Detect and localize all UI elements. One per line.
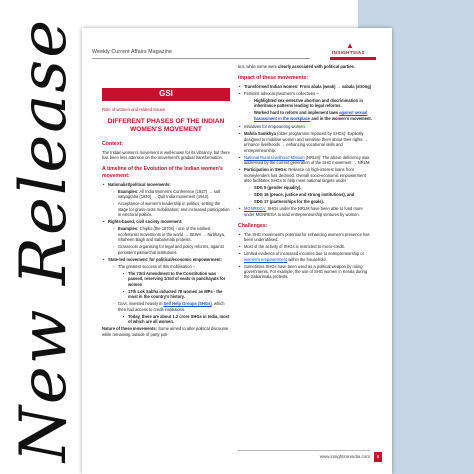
impact-heading: Impact of these movements: (238, 75, 309, 82)
article-title: DIFFERENT PHASES OF THE INDIAN WOMEN'S MOVEMENT (107, 117, 225, 134)
worked-text: Worked hard to reform and implement laws (254, 110, 339, 116)
nature-text: Some aimed to alter political discourse while remaining outside of party poli- (102, 326, 229, 337)
list-item (112, 264, 230, 300)
challenge-item: • Most of the activity of SHGs is restricted to micro-credit. (238, 244, 372, 249)
page-header (92, 42, 380, 62)
list-item (112, 189, 230, 200)
list-item (248, 110, 372, 121)
list-item (112, 201, 230, 217)
initiatives-item: • Initiatives for empowering women: (238, 124, 372, 129)
sdg16-item: ◦ SDG 16 (peace, justice and strong institutions), and (248, 192, 372, 197)
new-release-overlay (7, 17, 81, 463)
amendment-item: ▪ The 73rd Amendment to the Constitution was passed, reserving 1/3rd of seats in panchayats for women (122, 271, 230, 287)
challenge-item: • Sometimes SHGs have been used as a political weapon by ruling governments. For example, the use of SHG women in Kerala during the Sabarimala protests. (238, 264, 372, 280)
worked-text-2: and in the women's movement. (311, 115, 372, 121)
transformed-text: From abala (weak) → sabala (strong) (299, 83, 372, 89)
logo-emblem-icon: ▲ (346, 41, 354, 50)
new-release-text: New Release (7, 17, 81, 463)
context-heading: Context: (102, 140, 124, 147)
participation-label: Participation in SHGs: (244, 167, 288, 173)
footer-rule (238, 450, 370, 451)
insightsias-logo (316, 42, 380, 62)
govt-invested-text: Govt. invested heavily in (118, 301, 163, 307)
nationalist-acceptance: Acceptance of women's leadership in politics, setting the stage for grass-roots mobilisation; and increased participation in electoral politics. (118, 201, 230, 218)
greatest-success: The greatest success of this mobilisation – (118, 263, 196, 269)
list-item (102, 219, 230, 255)
magazine-title: Weekly Current Affairs Magazine (92, 49, 172, 55)
nrlm-link[interactable]: National Rural Livelihood Mission (244, 154, 305, 160)
rights-based-label: Rights-based, civil society movement: (108, 219, 183, 225)
examples-label: Examples: (118, 188, 139, 194)
nationalist-label: Nationalist/political movements: (108, 181, 171, 187)
challenge-text-2: within the household. (288, 256, 327, 262)
list-item (112, 301, 230, 324)
list-item (238, 84, 372, 89)
helped-item: ◦ Highlighted sex-selective abortion and discrimination in inheritance patterns leading to legal reforms. (248, 98, 372, 109)
list-item (238, 206, 372, 217)
website-url[interactable]: www.insightsonindia.com (319, 454, 370, 459)
list-item (238, 167, 372, 204)
gsi-banner: GSI (102, 88, 230, 101)
harassment-link[interactable]: against sexual harassment in the workplace (254, 110, 368, 121)
state-led-label: State-led movement: for political/economic empowerment: (108, 256, 222, 262)
list-item (238, 155, 372, 166)
challenge-text: Limited evidence of increased incomes due to entrepreneurship or (244, 251, 364, 257)
lok-sabha-item: ▪ 17th Lok Sabha inducted 78 women as MPs - the most in the country's history. (122, 289, 230, 300)
mahila-text: (older programme replaced by SHGs): Explicitly designed to mobilise women and sensitise them about their rights → enhance livelihoods → enhancing vocational skills and entrepreneurship. (244, 131, 368, 153)
challenges-list (238, 232, 372, 280)
examples-label: Examples: (118, 226, 139, 232)
right-column (238, 64, 372, 280)
shg-link[interactable]: Self Help Groups (SHGs) (163, 301, 212, 307)
shgs-today-item: ▪ Today, there are about 1.2 crore SHGs in India, most of which are all women. (122, 314, 230, 325)
mahila-label: Mahila Samkhya (244, 131, 276, 137)
participation-text: Reliance on high-interest loans from moneylenders has declined. Overall socio-economic empowerment also facilitates SHGs to help meet national targets under (244, 167, 366, 184)
initiatives-list (238, 124, 372, 217)
left-column (102, 64, 230, 337)
list-item (112, 226, 230, 242)
header-rule (92, 58, 310, 59)
feminist-text: Feminist advocacy/women's collectives – (244, 90, 319, 96)
nationalist-examples: All India Women's Conference (1927) → salt satyagraha (1930) → Quit India movement (1942). (118, 188, 220, 200)
list-item (238, 131, 372, 153)
nrlm-text: (NRLM): The above deficiency was addressed by the current generation of the SHG movement → NRLM. (244, 154, 371, 166)
nature-label: Nature of these movements: (102, 326, 158, 332)
timeline-list (102, 182, 230, 325)
womens-empowerment-link[interactable]: women's empowerment (244, 256, 288, 262)
list-item (102, 182, 230, 218)
sdg17-item: ◦ SDG 17 (partnerships for the goals). (248, 199, 372, 204)
list-item (112, 244, 230, 255)
magazine-page (82, 28, 392, 474)
continued-text-bold: clearly associated with political parties. (278, 64, 355, 69)
context-text: The Indian women's movement is well-known for its vibrancy, but there has been less attention on the movement's gradual transformation. (102, 149, 230, 161)
logo-text: INSIGHTSIAS (332, 51, 365, 56)
timeline-heading: A timeline of the Evolution of the Indian women's movement: (102, 166, 223, 180)
list-item (238, 91, 372, 121)
transformed-label: Transformed Indian women: (244, 83, 299, 89)
govt-invested-text-2: , which then had access to credit institutions. (118, 301, 225, 312)
rights-examples: Chipko (the 1970s) - one of the earliest ecofeminist movements in the world → SEWA → Nirbhaya, Shaheen Bagh and Sabarimala protests. (118, 226, 226, 243)
sdg5-item: ◦ SDG 5 (gender equality), (248, 185, 372, 190)
impact-list (238, 84, 372, 121)
logo-bar (330, 57, 376, 60)
challenge-item: • The SHG movement's potential for enhancing women's presence has been underutilised. (238, 232, 372, 243)
page-number: 5 (374, 452, 382, 462)
topic-label: Role of women and related issues (102, 107, 166, 112)
challenges-heading: Challenges: (238, 223, 268, 230)
list-item (238, 251, 372, 262)
rights-grassroots: Grassroots organising for legal and policy reforms, against persistent patriarchal institutions. (118, 244, 224, 255)
continued-text: tics, while some were (238, 64, 277, 69)
mgnrega-link[interactable]: MGNREGA: (244, 206, 267, 212)
list-item (102, 257, 230, 325)
mgnrega-text: SHGs under the NRLM have been able to fund more under MGNREGA to lead entrepreneurship ventures by women. (244, 206, 363, 217)
